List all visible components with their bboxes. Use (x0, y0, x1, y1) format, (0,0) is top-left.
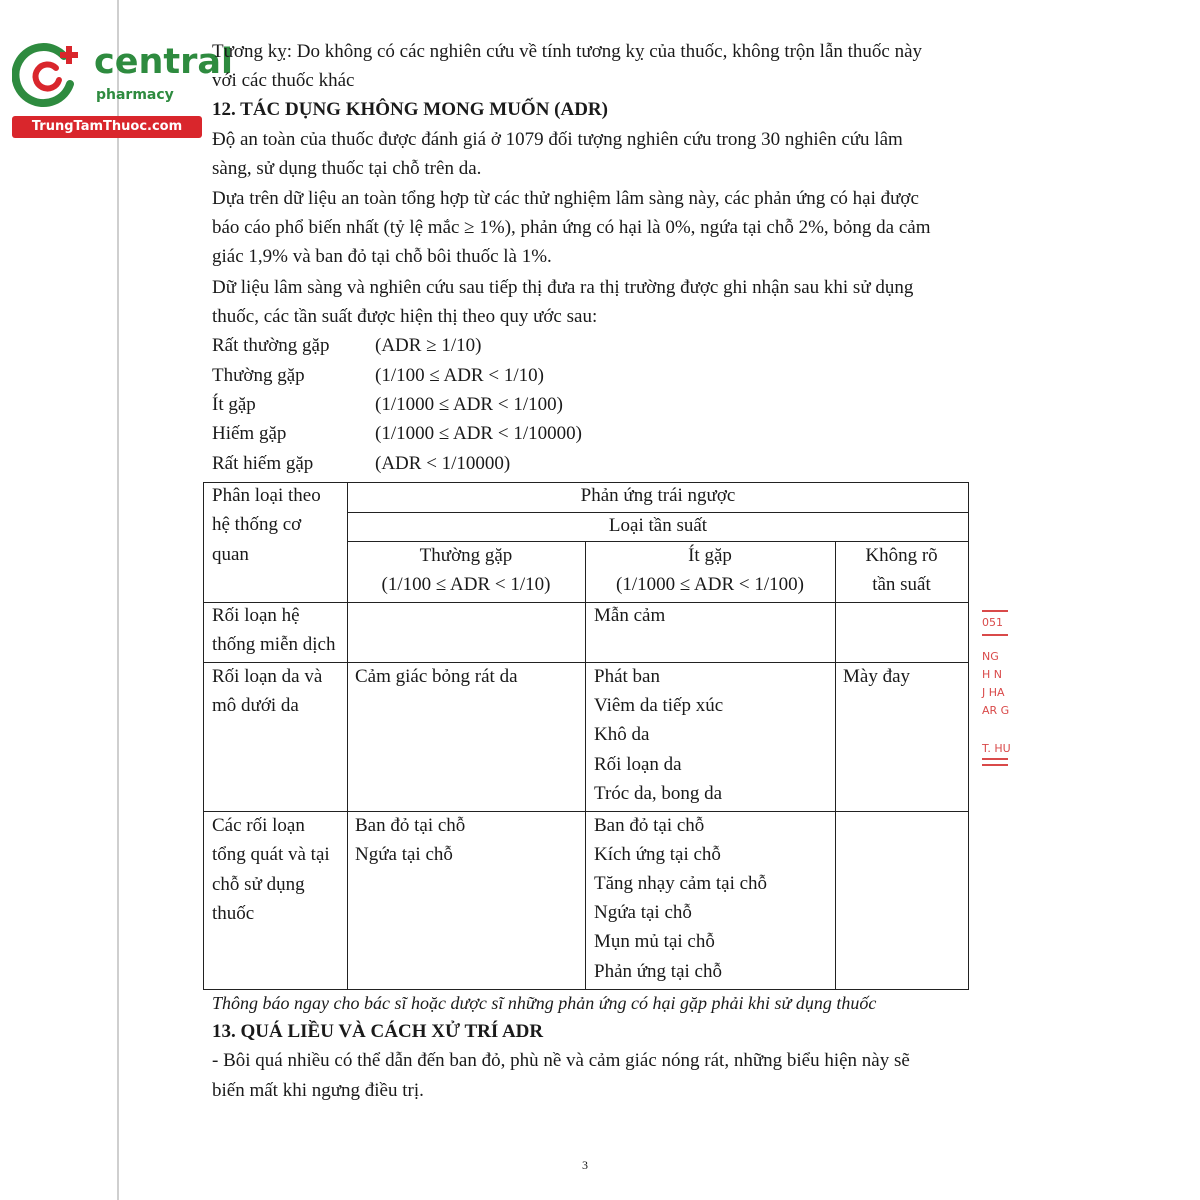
freq-label: Hiếm gặp (212, 423, 287, 444)
s13-l1: - Bôi quá nhiều có thể dẫn đến ban đỏ, phù nề và cảm giác nóng rát, những biểu hiện này sẽ (212, 1050, 910, 1071)
freq-label: Thường gặp (212, 365, 305, 386)
freq-range: (ADR ≥ 1/10) (375, 335, 482, 356)
row3-uncommon: Ngứa tại chỗ (594, 902, 692, 923)
stamp-rule (982, 764, 1008, 766)
notice-text: Thông báo ngay cho bác sĩ hoặc dược sĩ những phản ứng có hại gặp phải khi sử dụng thuốc (212, 993, 877, 1013)
table-header-frequency-type: Loại tần suất (608, 515, 708, 536)
stamp-text: 051 (982, 616, 1003, 629)
intro-line-2: với các thuốc khác (212, 70, 355, 91)
table-border (203, 482, 969, 483)
row1-organ: thống miễn dịch (212, 634, 336, 655)
freq-range: (1/1000 ≤ ADR < 1/10000) (375, 423, 582, 444)
pharmacy-cross-icon (12, 40, 82, 110)
s12-p2-l1: Dựa trên dữ liệu an toàn tổng hợp từ các thử nghiệm lâm sàng này, các phản ứng có hại được (212, 188, 919, 209)
row2-uncommon: Rối loạn da (594, 754, 682, 775)
stamp-rule (982, 610, 1008, 612)
row3-organ: thuốc (212, 903, 255, 924)
stamp-text: NG (982, 650, 999, 663)
s12-p3-l1: Dữ liệu lâm sàng và nghiên cứu sau tiếp thị đưa ra thị trường được ghi nhận sau khi sử dụng (212, 277, 914, 298)
row3-organ: chỗ sử dụng (212, 874, 305, 895)
stamp-text: J HA (982, 686, 1005, 699)
freq-range: (ADR < 1/10000) (375, 453, 511, 474)
table-header-common: Thường gặp (419, 545, 513, 566)
row1-organ: Rối loạn hệ (212, 605, 300, 626)
logo-subtitle: pharmacy (96, 87, 174, 103)
central-pharmacy-logo (8, 36, 234, 136)
row2-organ: mô dưới da (212, 695, 299, 716)
stamp-text: H N (982, 668, 1002, 681)
s12-p3-l2: thuốc, các tần suất được hiện thị theo quy ước sau: (212, 306, 598, 327)
row2-uncommon: Khô da (594, 724, 650, 745)
row3-uncommon: Mụn mủ tại chỗ (594, 931, 715, 952)
red-stamp (980, 610, 1010, 770)
stamp-rule (982, 758, 1008, 760)
stamp-text: AR G (982, 704, 1010, 717)
section-12-heading: 12. TÁC DỤNG KHÔNG MONG MUỐN (ADR) (212, 99, 608, 120)
row3-uncommon: Phản ứng tại chỗ (594, 961, 722, 982)
row3-common: Ban đỏ tại chỗ (355, 815, 466, 836)
table-header-organ: Phân loại theo (212, 485, 321, 506)
logo-website: TrungTamThuoc.com (12, 116, 202, 138)
row3-organ: Các rối loạn (212, 815, 305, 836)
stamp-text: T. HU (982, 742, 1011, 755)
table-border (203, 602, 969, 603)
row2-common: Cảm giác bỏng rát da (355, 666, 518, 687)
row3-organ: tổng quát và tại (212, 844, 330, 865)
table-header-uncommon-range: (1/1000 ≤ ADR < 1/100) (616, 574, 804, 595)
table-header-uncommon: Ít gặp (688, 545, 732, 566)
row3-uncommon: Ban đỏ tại chỗ (594, 815, 705, 836)
s13-l2: biến mất khi ngưng điều trị. (212, 1080, 424, 1101)
table-border (203, 662, 969, 663)
table-header-unknown-2: tần suất (872, 574, 931, 595)
table-border (347, 541, 969, 542)
s12-p1-l2: sàng, sử dụng thuốc tại chỗ trên da. (212, 158, 482, 179)
freq-range: (1/1000 ≤ ADR < 1/100) (375, 394, 563, 415)
table-header-unknown: Không rõ (865, 545, 938, 566)
table-border (968, 482, 969, 990)
stamp-rule (982, 634, 1008, 636)
logo-brand: central (94, 42, 234, 82)
table-border (203, 811, 969, 812)
section-13-heading: 13. QUÁ LIỀU VÀ CÁCH XỬ TRÍ ADR (212, 1021, 544, 1042)
row2-uncommon: Tróc da, bong da (594, 783, 723, 804)
table-border (835, 541, 836, 990)
table-header-common-range: (1/100 ≤ ADR < 1/10) (381, 574, 551, 595)
table-border (347, 512, 969, 513)
table-border (203, 482, 204, 990)
row2-uncommon: Phát ban (594, 666, 660, 687)
row1-uncommon: Mẫn cảm (594, 605, 666, 626)
freq-label: Rất thường gặp (212, 335, 330, 356)
s12-p1-l1: Độ an toàn của thuốc được đánh giá ở 1079 đối tượng nghiên cứu trong 30 nghiên cứu lâm (212, 129, 903, 150)
freq-range: (1/100 ≤ ADR < 1/10) (375, 365, 544, 386)
table-header-organ: quan (212, 544, 249, 565)
s12-p2-l3: giác 1,9% và ban đỏ tại chỗ bôi thuốc là 1%. (212, 246, 552, 267)
freq-label: Rất hiếm gặp (212, 453, 314, 474)
page-edge (117, 0, 119, 1200)
row2-organ: Rối loạn da và (212, 666, 323, 687)
row3-common: Ngứa tại chỗ (355, 844, 453, 865)
table-border (203, 989, 969, 990)
row3-uncommon: Kích ứng tại chỗ (594, 844, 721, 865)
page-number: 3 (582, 1158, 588, 1172)
table-header-reactions: Phản ứng trái ngược (580, 485, 736, 506)
row2-unknown: Mày đay (843, 666, 911, 687)
row3-uncommon: Tăng nhạy cảm tại chỗ (594, 873, 768, 894)
row2-uncommon: Viêm da tiếp xúc (594, 695, 724, 716)
freq-label: Ít gặp (212, 394, 256, 415)
table-header-organ: hệ thống cơ (212, 514, 302, 535)
table-border (585, 541, 586, 990)
intro-line-1: Tương kỵ: Do không có các nghiên cứu về tính tương kỵ của thuốc, không trộn lẫn thuốc này (212, 41, 923, 62)
s12-p2-l2: báo cáo phổ biến nhất (tỷ lệ mắc ≥ 1%), phản ứng có hại là 0%, ngứa tại chỗ 2%, bỏng da cảm (212, 217, 931, 238)
